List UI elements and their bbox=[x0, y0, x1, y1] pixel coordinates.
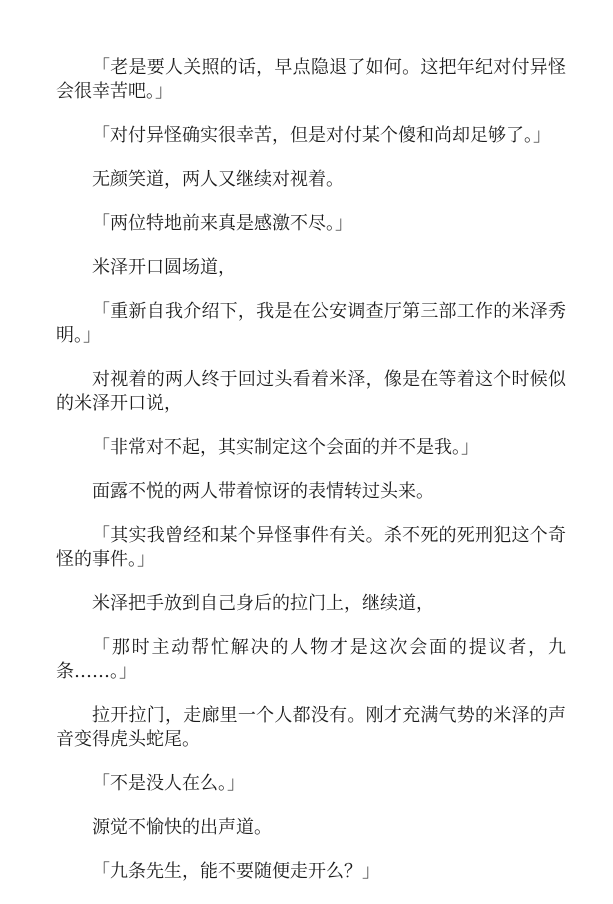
paragraph: 对视着的两人终于回过头看着米泽，像是在等着这个时候似的米泽开口说， bbox=[56, 369, 566, 414]
paragraph: 「重新自我介绍下，我是在公安调查厅第三部工作的米泽秀明。」 bbox=[56, 301, 566, 346]
paragraph: 「老是要人关照的话，早点隐退了如何。这把年纪对付异怪会很幸苦吧。」 bbox=[56, 57, 566, 102]
paragraph: 米泽开口圆场道， bbox=[92, 257, 236, 278]
paragraph: 「其实我曾经和某个异怪事件有关。杀不死的死刑犯这个奇怪的事件。」 bbox=[56, 525, 566, 570]
paragraph: 米泽把手放到自己身后的拉门上，继续道， bbox=[92, 593, 434, 614]
paragraph: 源觉不愉快的出声道。 bbox=[92, 817, 272, 838]
novel-page bbox=[56, 56, 566, 904]
paragraph: 「非常对不起，其实制定这个会面的并不是我。」 bbox=[92, 437, 479, 458]
paragraph: 面露不悦的两人带着惊讶的表情转过头来。 bbox=[92, 481, 434, 502]
paragraph: 无颜笑道，两人又继续对视着。 bbox=[92, 169, 344, 190]
paragraph: 「两位特地前来真是感激不尽。」 bbox=[92, 213, 353, 234]
paragraph: 「那时主动帮忙解决的人物才是这次会面的提议者，九条……。」 bbox=[56, 637, 566, 682]
paragraph: 拉开拉门，走廊里一个人都没有。刚才充满气势的米泽的声音变得虎头蛇尾。 bbox=[56, 705, 566, 750]
paragraph: 「对付异怪确实很幸苦，但是对付某个傻和尚却足够了。」 bbox=[92, 125, 551, 146]
paragraph: 「不是没人在么。」 bbox=[92, 773, 245, 794]
paragraph: 「九条先生，能不要随便走开么？」 bbox=[92, 861, 380, 882]
